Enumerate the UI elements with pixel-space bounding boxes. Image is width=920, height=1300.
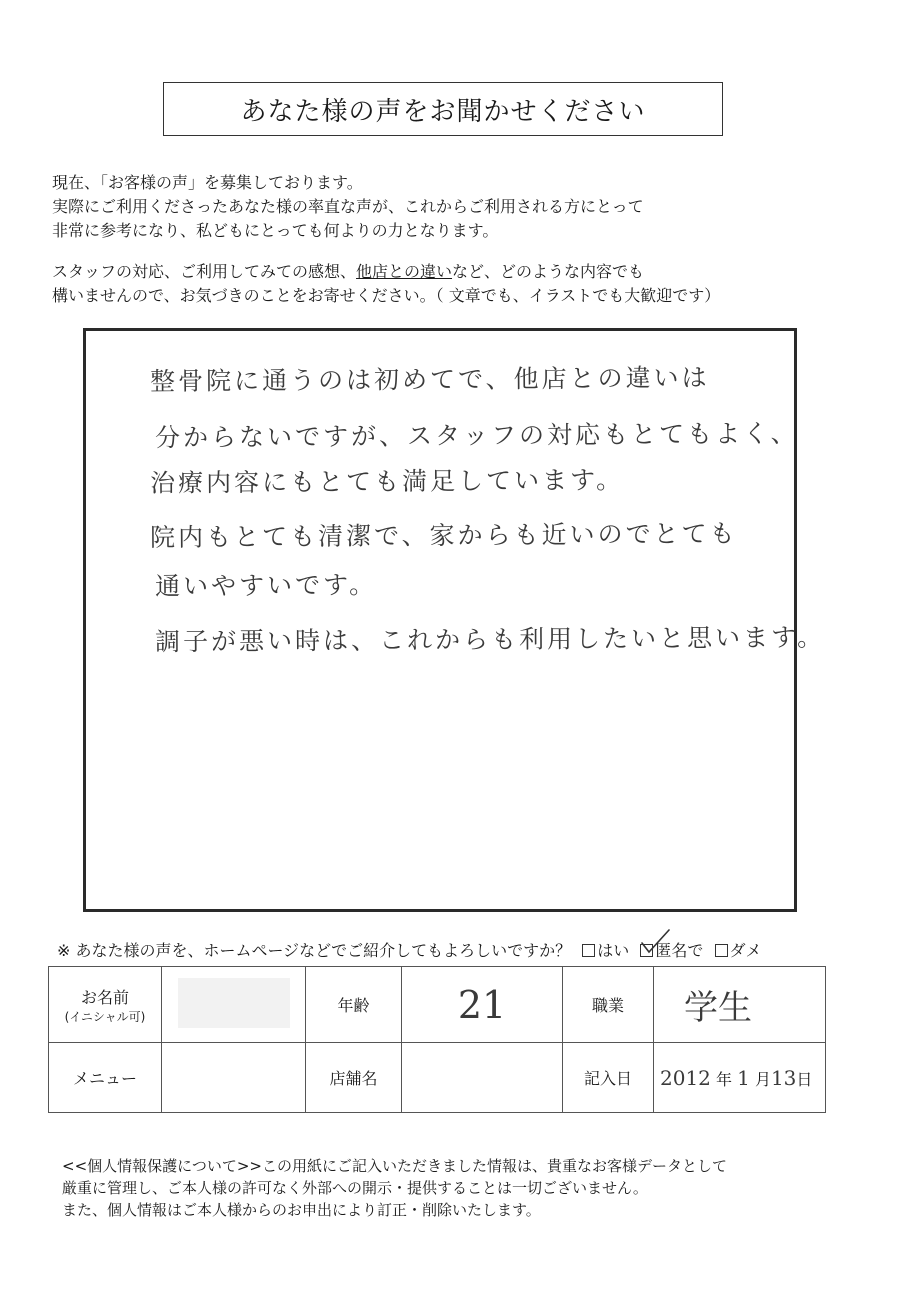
redacted-name	[178, 978, 290, 1028]
privacy-notice	[62, 1155, 727, 1221]
consent-row	[57, 938, 762, 961]
date-year-unit: 年	[716, 1069, 733, 1089]
intro-line-5: 構いませんので、お気づきのことをお寄せください。（ 文章でも、イラストでも大歓迎です）	[52, 286, 721, 305]
date-label: 記入日	[563, 1043, 654, 1113]
name-label: お名前	[80, 987, 129, 1007]
option-yes-label: はい	[597, 941, 630, 960]
privacy-line-2: 厳重に管理し、ご本人様の許可なく外部への開示・提供することは一切ございません。	[62, 1179, 648, 1197]
date-month: 1	[737, 1065, 750, 1090]
handwritten-line-5: 通いやすいです。	[154, 570, 378, 601]
date-field[interactable]	[654, 1043, 826, 1113]
age-field[interactable]: 21	[402, 967, 563, 1043]
intro-line-2: 実際にご利用くださったあなた様の率直な声が、これからご利用される方にとって	[52, 197, 644, 216]
option-anonymous-label: 匿名で	[655, 941, 704, 960]
name-field[interactable]	[162, 967, 306, 1043]
store-field[interactable]	[402, 1043, 563, 1113]
option-no-label: ダメ	[729, 941, 762, 960]
handwritten-line-6: 調子が悪い時は、これからも利用したいと思います。	[154, 622, 826, 657]
checkmark-icon	[639, 929, 671, 955]
age-label: 年齢	[306, 967, 402, 1043]
handwritten-line-3: 治療内容にもとても満足しています。	[149, 465, 625, 498]
privacy-line-1: <<個人情報保護について>>この用紙にご記入いただきました情報は、貴重なお客様データとして	[62, 1157, 727, 1175]
date-month-unit: 月	[754, 1069, 771, 1089]
info-table	[48, 966, 826, 1113]
handwritten-line-2: 分からないですが、スタッフの対応もとてもよく、	[154, 418, 799, 453]
job-label: 職業	[563, 967, 654, 1043]
intro-line-4-c: など、どのような内容でも	[452, 262, 645, 281]
intro-line-3: 非常に参考になり、私どもにとっても何よりの力となります。	[52, 221, 499, 240]
privacy-line-3: また、個人情報はご本人様からのお申出により訂正・削除いたします。	[62, 1201, 541, 1219]
handwritten-line-4: 院内もとても清潔で、家からも近いのでとても	[149, 518, 738, 553]
form-title: あなた様の声をお聞かせください	[163, 82, 723, 136]
name-sublabel: (イニシャル可)	[64, 1009, 146, 1024]
menu-field[interactable]	[162, 1043, 306, 1113]
intro-line-4-a: スタッフの対応、ご利用してみての感想、	[52, 262, 357, 281]
consent-question: ※ あなた様の声を、ホームページなどでご紹介してもよろしいですか？	[57, 941, 572, 960]
date-day: 13	[770, 1065, 797, 1090]
checkbox-yes[interactable]	[582, 944, 595, 957]
name-label-cell	[49, 967, 162, 1043]
checkbox-anonymous[interactable]	[640, 944, 653, 957]
job-field[interactable]: 学生	[654, 967, 826, 1043]
handwritten-line-1: 整骨院に通うのは初めてで、他店との違いは	[149, 363, 710, 396]
date-year: 2012	[660, 1065, 711, 1090]
date-day-unit: 日	[796, 1069, 813, 1089]
store-label: 店舗名	[306, 1043, 402, 1113]
intro-line-4-underlined: 他店との違い	[356, 262, 453, 281]
checkbox-no[interactable]	[715, 944, 728, 957]
menu-label: メニュー	[49, 1043, 162, 1113]
intro-line-1: 現在、「お客様の声」を募集しております。	[52, 173, 363, 192]
intro-line-4	[52, 260, 644, 284]
